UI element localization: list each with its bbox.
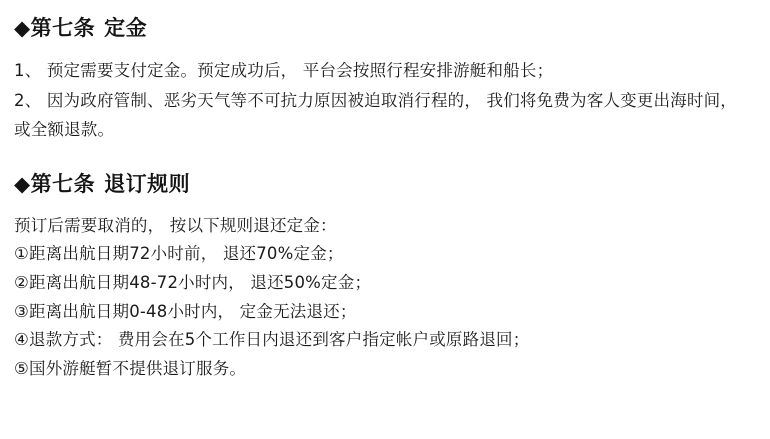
section-cancellation-heading-number: ◆第七条 (14, 172, 96, 197)
cancellation-rule-1: ①距离出航日期72小时前， 退还70%定金； (14, 244, 344, 264)
cancellation-rule-4: ④退款方式： 费用会在5个工作日内退还到客户指定帐户或原路退回； (14, 330, 530, 350)
cancellation-rule-2: ②距离出航日期48-72小时内， 退还50%定金； (14, 272, 372, 292)
section-spacer (14, 148, 754, 170)
section-deposit-paragraph-2: 2、 因为政府管制、恶劣天气等不可抗力原因被迫取消行程的， 我们将免费为客人变更出海时间， 或全额退款。 (14, 90, 737, 140)
section-deposit-heading-title: 定金 (104, 16, 148, 40)
cancellation-rule-5: ⑤国外游艇暂不提供退订服务。 (14, 358, 247, 378)
section-deposit-paragraph-1: 1、 预定需要支付定金。预定成功后， 平台会按照行程安排游艇和船长； (14, 61, 554, 81)
section-cancellation-heading-title: 退订规则 (104, 172, 191, 197)
section-deposit-heading (14, 14, 754, 42)
section-cancellation (14, 170, 754, 383)
section-cancellation-heading (14, 170, 754, 198)
section-deposit-heading-number: ◆第七条 (14, 16, 96, 40)
section-deposit (14, 14, 754, 144)
section-cancellation-intro: 预订后需要取消的， 按以下规则退还定金： (14, 215, 337, 235)
cancellation-rule-3: ③距离出航日期0-48小时内， 定金无法退还； (14, 301, 357, 321)
